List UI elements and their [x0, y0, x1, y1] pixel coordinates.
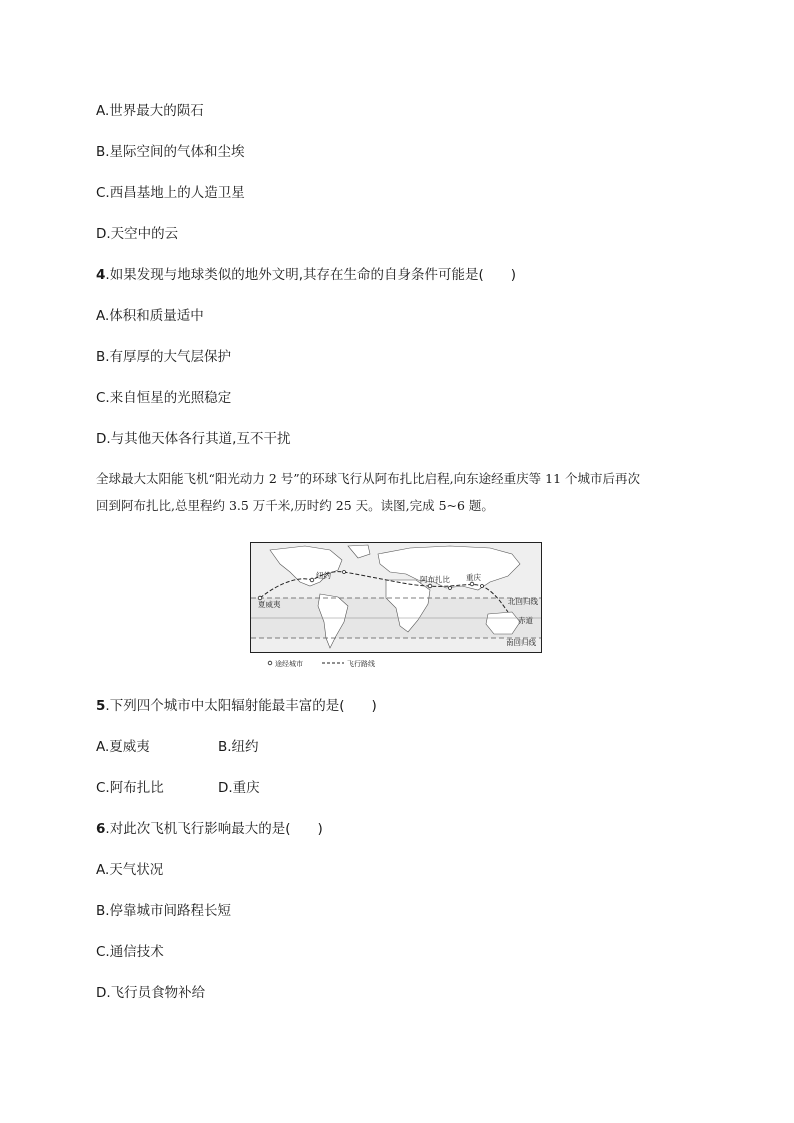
- q6-number: 6: [96, 821, 106, 837]
- label-tropic-of-capricorn: 南回归线: [506, 638, 536, 647]
- q6-stem-text: .对此次飞机飞行影响最大的是( ): [105, 821, 323, 837]
- label-newyork: 纽约: [316, 571, 331, 580]
- legend-city-label: 途经城市: [275, 660, 303, 668]
- q4-option-a: A.体积和质量适中: [96, 308, 204, 324]
- q3-option-d: D.天空中的云: [96, 226, 179, 242]
- label-equator: 赤道: [518, 616, 533, 625]
- q3-option-c: C.西昌基地上的人造卫星: [96, 185, 245, 201]
- city-marker-extra-3: [481, 585, 484, 588]
- q5-stem: [96, 697, 377, 715]
- q5-option-b: B.纽约: [218, 739, 259, 755]
- q5-option-a: A.夏威夷: [96, 739, 150, 755]
- q5-options-row-2: [96, 779, 260, 797]
- q6-option-c: C.通信技术: [96, 944, 164, 960]
- passage-line-1: 全球最大太阳能飞机“阳光动力 2 号”的环球飞行从阿布扎比启程,向东途经重庆等 11 个城市后再次: [96, 471, 641, 486]
- q4-stem: [96, 266, 516, 284]
- q4-option-d: D.与其他天体各行其道,互不干扰: [96, 431, 291, 447]
- label-hawaii: 夏威夷: [258, 600, 281, 609]
- q4-stem-text: .如果发现与地球类似的地外文明,其存在生命的自身条件可能是( ): [105, 267, 517, 283]
- city-marker-chongqing: [470, 582, 474, 586]
- legend-route-label: 飞行路线: [347, 660, 375, 668]
- label-abudhabi: 阿布扎比: [420, 575, 450, 584]
- q6-option-b: B.停靠城市间路程长短: [96, 903, 232, 919]
- q3-option-a: A.世界最大的陨石: [96, 103, 204, 119]
- q5-number: 5: [96, 698, 106, 714]
- passage-line-2: 回到阿布扎比,总里程约 3.5 万千米,历时约 25 天。读图,完成 5~6 题。: [96, 498, 494, 513]
- q6-stem: [96, 820, 323, 838]
- q6-option-d: D.飞行员食物补给: [96, 985, 206, 1001]
- q4-number: 4: [96, 267, 106, 283]
- q5-options-row-1: [96, 738, 259, 756]
- q6-option-a: A.天气状况: [96, 862, 164, 878]
- q3-option-b: B.星际空间的气体和尘埃: [96, 144, 245, 160]
- city-marker-newyork: [310, 578, 314, 582]
- city-marker-extra-1: [343, 571, 346, 574]
- city-marker-extra-2: [449, 587, 452, 590]
- q4-option-c: C.来自恒星的光照稳定: [96, 390, 232, 406]
- label-chongqing: 重庆: [466, 573, 481, 582]
- world-map-figure: [250, 542, 542, 671]
- city-marker-abudhabi: [428, 584, 432, 588]
- legend-city-icon: [268, 661, 272, 665]
- q4-option-b: B.有厚厚的大气层保护: [96, 349, 232, 365]
- q5-option-d: D.重庆: [218, 780, 260, 796]
- q5-stem-text: .下列四个城市中太阳辐射能最丰富的是( ): [105, 698, 377, 714]
- q5-option-c: C.阿布扎比: [96, 780, 164, 796]
- label-tropic-of-cancer: 北回归线: [508, 597, 538, 606]
